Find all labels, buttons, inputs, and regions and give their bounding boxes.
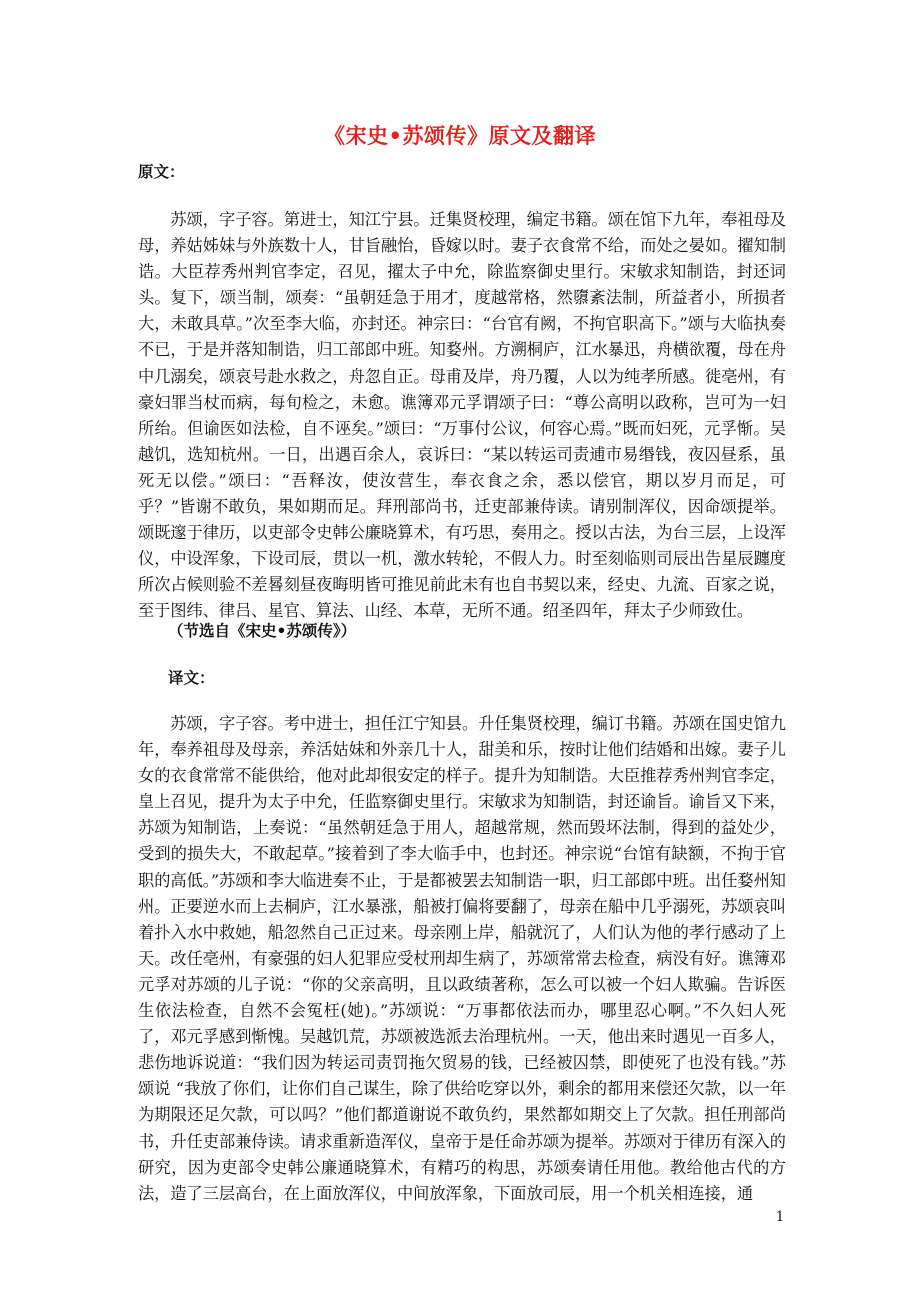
document-title: 《宋史•苏颂传》原文及翻译: [324, 123, 596, 148]
page-number: 1: [775, 1209, 785, 1225]
original-text-paragraph: 苏颂，字子容。第进士，知江宁县。迁集贤校理，编定书籍。颂在馆下九年，奉祖母及母，养姑姊妹与外族数十人，甘旨融怡，昏嫁以时。妻子衣食常不给，而处之晏如。擢知制诰。大臣荐秀州判官李定，召见，擢太子中允，除监察御史里行。宋敏求知制诰，封还词头。复下，颂当制，颂奏：“虽朝廷急于用才，度越常格，然隳紊法制，所益者小，所损者大，未敢具草。”次至李大临，亦封还。神宗曰：“台官有阙，不拘官职高下。”颂与大临执奏不已，于是并落知制诰，归工部郎中班。知婺州。方溯桐庐，江水暴迅，舟横欲覆，母在舟中几溺矣，颂哀号赴水救之，舟忽自正。母甫及岸，舟乃覆，人以为纯孝所感。徙亳州，有豪妇罪当杖而病，每旬检之，未愈。谯簿邓元孚谓颂子曰：“尊公高明以政称，岂可为一妇所绐。但谕医如法检，自不诬矣。”颂曰：“万事付公议，何容心焉。”既而妇死，元孚惭。吴越饥，选知杭州。一日，出遇百余人，哀诉曰：“某以转运司责逋市易缗钱，夜囚昼系，虽死无以偿。”颂曰：“吾释汝，使汝营生，奉衣食之余，悉以偿官，期以岁月而足，可乎？”皆谢不敢负，果如期而足。拜刑部尚书，迁吏部兼侍读。请别制浑仪，因命颂提举。颂既邃于律历，以吏部令史韩公廉晓算术，有巧思，奏用之。授以古法，为台三层，上设浑仪，中设浑象，下设司辰，贯以一机，激水转轮，不假人力。时至刻临则司辰出告星辰躔度所次占候则验不差晷刻昼夜晦明皆可推见前此未有也自书契以来，经史、九流、百家之说，至于图纬、律吕、星官、算法、山经、本草，无所不通。绍圣四年，拜太子少师致仕。: [138, 210, 786, 621]
translation-text-paragraph: 苏颂，字子容。考中进士，担任江宁知县。升任集贤校理，编订书籍。苏颂在国史馆九年，奉养祖母及母亲，养活姑妹和外亲几十人，甜美和乐，按时让他们结婚和出嫁。妻子儿女的衣食常常不能供给，他对此却很安定的样子。提升为知制诰。大臣推荐秀州判官李定，皇上召见，提升为太子中允，任监察御史里行。宋敏求为知制诰，封还谕旨。谕旨又下来，苏颂为知制诰，上奏说：“虽然朝廷急于用人，超越常规，然而毁坏法制，得到的益处少，受到的损失大，不敢起草。”接着到了李大临手中，也封还。神宗说“台馆有缺额，不拘于官职的高低。”苏颂和李大临进奏不止，于是都被罢去知制诰一职，归工部郎中班。出任婺州知州。正要逆水而上去桐庐，江水暴涨，船被打偏将要翻了，母亲在船中几乎溺死，苏颂哀叫着扑入水中救她，船忽然自己正过来。母亲刚上岸，船就沉了，人们认为他的孝行感动了上天。改任亳州，有豪强的妇人犯罪应受杖刑却生病了，苏颂常常去检查，病没有好。谯簿邓元孚对苏颂的儿子说：“你的父亲高明，且以政绩著称，怎么可以被一个妇人欺骗。告诉医生依法检查，自然不会冤枉(她)。”苏颂说：“万事都依法而办，哪里忍心啊。”不久妇人死了，邓元孚感到惭愧。吴越饥荒，苏颂被选派去治理杭州。一天，他出来时遇见一百多人，悲伤地诉说道：“我们因为转运司责罚拖欠贸易的钱，已经被囚禁，即使死了也没有钱。”苏颂说 “我放了你们，让你们自己谋生，除了供给吃穿以外，剩余的都用来偿还欠款，以一年为期限还足欠款，可以吗？”他们都道谢说不敢负约，果然都如期交上了欠款。担任刑部尚书，升任吏部兼侍读。请求重新造浑仪，皇帝于是任命苏颂为提举。苏颂对于律历有深入的研究，因为吏部令史韩公廉通晓算术，有精巧的构思，苏颂奏请任用他。教给他古代的方法，造了三层高台，在上面放浑仪，中间放浑象，下面放司辰，用一个机关相连接，通: [138, 714, 786, 1203]
translation-label: 译文：: [168, 668, 215, 687]
source-note: （节选自《宋史•苏颂传》）: [168, 621, 357, 640]
original-label: 原文：: [138, 162, 185, 181]
